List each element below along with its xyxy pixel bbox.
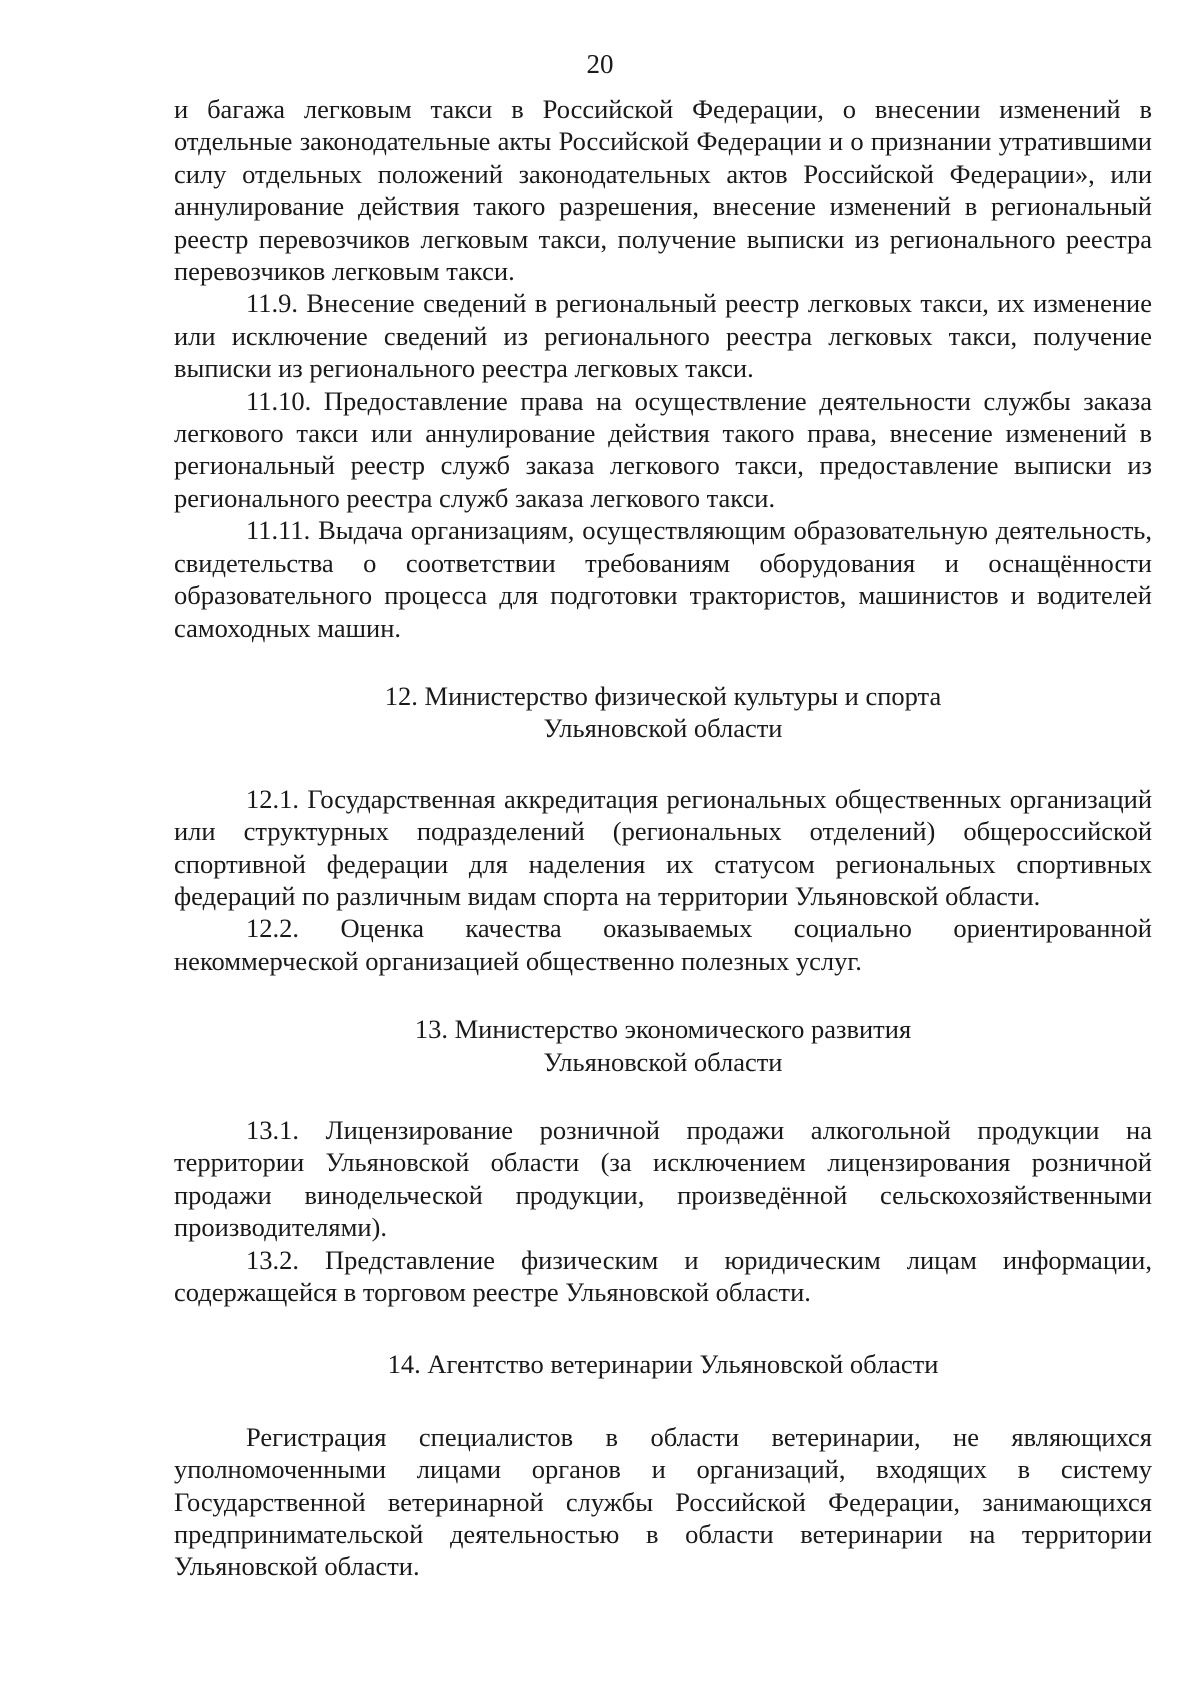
section-12-heading-line1: 12. Министерство физической культуры и спорта (384, 680, 942, 711)
paragraph-12-2: 12.2. Оценка качества оказываемых социально ориентированной некоммерческой организацией общественно полезных услуг. (174, 913, 1152, 976)
paragraph-12-1: 12.1. Государственная аккредитация региональных общественных организаций или структурных подразделений (региональных отделений) общероссийской спортивной федерации для наделения их статусом региональных спортивных федераций по различным видам спорта на территории Ульяновской области. (174, 783, 1152, 911)
paragraph-13-2: 13.2. Представление физическим и юридическим лицам информации, содержащейся в торговом реестре Ульяновской области. (174, 1244, 1152, 1307)
section-13-heading (174, 1013, 1152, 1078)
paragraph-11-10: 11.10. Предоставление права на осуществление деятельности службы заказа легкового такси или аннулирование действия такого права, внесение изменений в региональный реестр служб заказа легкового такси, предоставление выписки из регионального реестра служб заказа легкового такси. (174, 385, 1152, 513)
document-body (174, 93, 1152, 1583)
paragraph-14: Регистрация специалистов в области ветеринарии, не являющихся уполномоченными лицами органов и организаций, входящих в систему Государственной ветеринарной службы Российской Федерации, занимающихся предпринимательской деятельностью в области ветеринарии на территории Ульяновской области. (174, 1421, 1152, 1582)
section-12-heading (174, 680, 1152, 745)
paragraph-continuation: и багажа легковым такси в Российской Федерации, о внесении изменений в отдельные законодательные акты Российской Федерации и о признании утратившими силу отдельных положений законодательных актов Российской Федерации», или аннулирование действия такого разрешения, внесение изменений в региональный реестр перевозчиков легковым такси, получение выписки из регионального реестра перевозчиков легковым такси. (174, 94, 1152, 287)
section-14-heading: 14. Агентство ветеринарии Ульяновской области (387, 1349, 939, 1380)
section-13-heading-line2: Ульяновской области (543, 1046, 783, 1077)
section-12-heading-line2: Ульяновской области (543, 713, 783, 744)
page-number: 20 (586, 49, 614, 79)
section-13-heading-line1: 13. Министерство экономического развития (414, 1014, 912, 1045)
paragraph-11-9: 11.9. Внесение сведений в региональный реестр легковых такси, их изменение или исключение сведений из регионального реестра легковых такси, получение выписки из регионального реестра легковых такси. (174, 288, 1152, 384)
paragraph-13-1: 13.1. Лицензирование розничной продажи алкогольной продукции на территории Ульяновской области (за исключением лицензирования розничной продажи винодельческой продукции, произведённой сельскохозяйственными производителями). (174, 1114, 1152, 1243)
paragraph-11-11: 11.11. Выдача организациям, осуществляющим образовательную деятельность, свидетельства о соответствии требованиям оборудования и оснащённости образовательного процесса для подготовки трактористов, машинистов и водителей самоходных машин. (174, 515, 1152, 643)
